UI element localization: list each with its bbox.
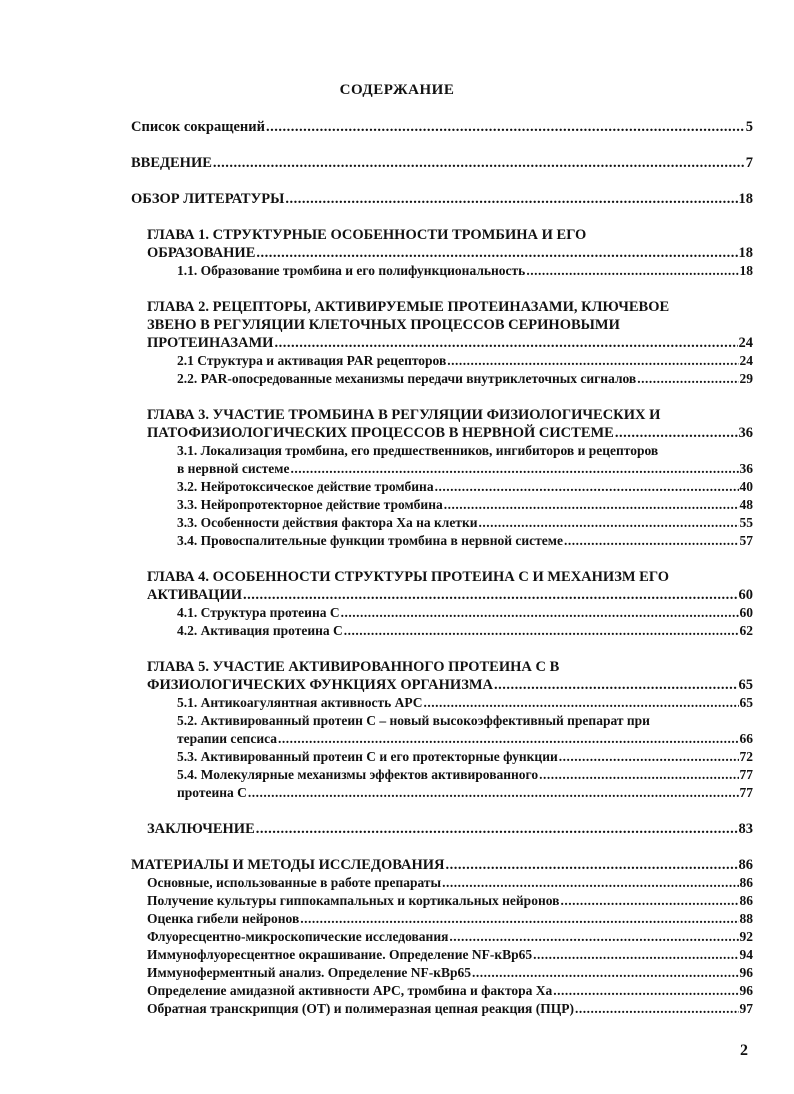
toc-entry-page: 40 xyxy=(739,479,753,494)
toc-entry-page: 83 xyxy=(738,821,753,837)
toc-entry-page: 36 xyxy=(738,425,753,441)
leader-dots xyxy=(266,118,745,136)
toc-entry-label: Основные, использованные в работе препараты xyxy=(147,875,442,890)
leader-dots xyxy=(449,928,738,946)
toc-entry xyxy=(131,154,753,172)
toc-entry xyxy=(177,370,753,388)
toc-entry-label: Определение амидазной активности АРС, тромбина и фактора Ха xyxy=(147,983,553,998)
leader-dots xyxy=(444,496,739,514)
toc-entry-page: 36 xyxy=(739,461,753,476)
leader-dots xyxy=(533,946,738,964)
leader-dots xyxy=(285,190,737,208)
toc-chapter-3 xyxy=(147,406,753,442)
toc-entry-label: в нервной системе xyxy=(177,461,290,476)
leader-dots xyxy=(213,154,745,172)
leader-dots xyxy=(615,424,738,442)
toc-entry xyxy=(147,928,753,946)
toc-entry-page: 66 xyxy=(739,731,753,746)
leader-dots xyxy=(274,334,737,352)
toc-entry xyxy=(147,946,753,964)
toc-entry xyxy=(177,766,753,784)
toc-title: СОДЕРЖАНИЕ xyxy=(339,82,455,98)
toc-entry-page: 77 xyxy=(739,785,753,800)
toc-entry-label-line: 3.1. Локализация тромбина, его предшественников, ингибиторов и рецепторов xyxy=(177,443,659,458)
toc-entry xyxy=(177,748,753,766)
toc-entry-page: 24 xyxy=(738,335,753,351)
leader-dots xyxy=(278,730,738,748)
toc-entry-label: АКТИВАЦИИ xyxy=(147,587,243,603)
toc-entry-page: 18 xyxy=(739,263,753,278)
leader-dots xyxy=(472,964,739,982)
toc-entry-page: 7 xyxy=(745,155,753,171)
toc-entry xyxy=(131,856,753,874)
toc-entry-label-line: ГЛАВА 4. ОСОБЕННОСТИ СТРУКТУРЫ ПРОТЕИНА С И МЕХАНИЗМ ЕГО xyxy=(147,569,669,585)
leader-dots xyxy=(553,982,738,1000)
toc-entry-page: 92 xyxy=(739,929,753,944)
toc-entry-label: 5.4. Молекулярные механизмы эффектов активированного xyxy=(177,767,539,782)
toc-entry-page: 5 xyxy=(745,119,753,135)
toc-entry-page: 86 xyxy=(739,893,753,908)
toc-entry-label-line: ЗВЕНО В РЕГУЛЯЦИИ КЛЕТОЧНЫХ ПРОЦЕССОВ СЕРИНОВЫМИ xyxy=(147,317,620,333)
toc-entry xyxy=(177,262,753,280)
toc-entry xyxy=(147,892,753,910)
toc-entry xyxy=(147,820,753,838)
leader-dots xyxy=(526,262,738,280)
toc-entry-label: 1.1. Образование тромбина и его полифункциональность xyxy=(177,263,526,278)
toc-entry-label: Иммуноферментный анализ. Определение NF-кВр65 xyxy=(147,965,471,980)
toc-entry-label: терапии сепсиса xyxy=(177,731,278,746)
toc-chapter-4 xyxy=(147,568,753,604)
toc-entry-page: 96 xyxy=(739,983,753,998)
toc-entry-label: Флуоресцентно-микроскопические исследования xyxy=(147,929,449,944)
toc-entry xyxy=(177,784,753,802)
toc-entry-page: 96 xyxy=(739,965,753,980)
leader-dots xyxy=(559,748,739,766)
toc-entry-page: 77 xyxy=(739,767,753,782)
toc-entry xyxy=(177,694,753,712)
toc-chapter-1 xyxy=(147,226,753,262)
leader-dots xyxy=(248,784,739,802)
toc-entry xyxy=(177,514,753,532)
toc-entry-label-line: ГЛАВА 3. УЧАСТИЕ ТРОМБИНА В РЕГУЛЯЦИИ ФИЗИОЛОГИЧЕСКИХ И xyxy=(147,407,661,423)
toc-entry-label: 3.4. Провоспалительные функции тромбина в нервной системе xyxy=(177,533,563,548)
toc-entry-label: 4.2. Активация протеина С xyxy=(177,623,343,638)
toc-entry-label: 3.3. Нейропротекторное действие тромбина xyxy=(177,497,443,512)
toc-entry-label-line: 5.2. Активированный протеин С – новый высокоэффективный препарат при xyxy=(177,713,650,728)
leader-dots xyxy=(256,820,738,838)
toc-entry-label: ФИЗИОЛОГИЧЕСКИХ ФУНКЦИЯХ ОРГАНИЗМА xyxy=(147,677,494,693)
leader-dots xyxy=(564,532,739,550)
toc-entry-label: 5.3. Активированный протеин С и его протекторные функции xyxy=(177,749,558,764)
toc-entry-page: 62 xyxy=(739,623,753,638)
toc-entry-label: 5.1. Антикоагулянтная активность АРС xyxy=(177,695,423,710)
toc-entry-label: 3.2. Нейротоксическое действие тромбина xyxy=(177,479,434,494)
toc-entry-label-line: ГЛАВА 1. СТРУКТУРНЫЕ ОСОБЕННОСТИ ТРОМБИНА И ЕГО xyxy=(147,227,587,243)
leader-dots xyxy=(447,352,738,370)
leader-dots xyxy=(560,892,738,910)
toc-entry xyxy=(177,712,753,748)
toc-entry-label-line: ГЛАВА 5. УЧАСТИЕ АКТИВИРОВАННОГО ПРОТЕИНА С В xyxy=(147,659,560,675)
table-of-contents xyxy=(131,118,753,1018)
toc-entry xyxy=(147,964,753,982)
leader-dots xyxy=(446,856,738,874)
toc-entry xyxy=(177,352,753,370)
toc-entry-label: Обратная транскрипция (ОТ) и полимеразная цепная реакция (ПЦР) xyxy=(147,1001,574,1016)
leader-dots xyxy=(442,874,738,892)
leader-dots xyxy=(575,1000,739,1018)
toc-entry-label: Оценка гибели нейронов xyxy=(147,911,300,926)
toc-entry-label: 2.2. PAR-опосредованные механизмы передачи внутриклеточных сигналов xyxy=(177,371,637,386)
leader-dots xyxy=(341,604,739,622)
toc-entry xyxy=(147,1000,753,1018)
toc-entry xyxy=(177,442,753,478)
toc-entry xyxy=(177,478,753,496)
toc-entry xyxy=(177,532,753,550)
toc-entry-label: ОБЗОР ЛИТЕРАТУРЫ xyxy=(131,191,285,207)
toc-entry-page: 29 xyxy=(739,371,753,386)
toc-entry xyxy=(131,118,753,136)
toc-entry-label: Иммунофлуоресцентное окрашивание. Определение NF-кВр65 xyxy=(147,947,533,962)
toc-entry xyxy=(147,982,753,1000)
toc-entry xyxy=(147,874,753,892)
toc-entry xyxy=(177,604,753,622)
leader-dots xyxy=(637,370,738,388)
leader-dots xyxy=(243,586,737,604)
toc-entry-page: 88 xyxy=(739,911,753,926)
toc-entry-page: 94 xyxy=(739,947,753,962)
toc-entry-label: ПРОТЕИНАЗАМИ xyxy=(147,335,274,351)
toc-entry-page: 97 xyxy=(739,1001,753,1016)
toc-entry xyxy=(131,190,753,208)
toc-entry-page: 65 xyxy=(738,677,753,693)
toc-entry-page: 65 xyxy=(739,695,753,710)
toc-entry xyxy=(177,622,753,640)
toc-entry-label: ОБРАЗОВАНИЕ xyxy=(147,245,256,261)
toc-entry-page: 24 xyxy=(739,353,753,368)
leader-dots xyxy=(539,766,738,784)
toc-entry-label-line: ГЛАВА 2. РЕЦЕПТОРЫ, АКТИВИРУЕМЫЕ ПРОТЕИНАЗАМИ, КЛЮЧЕВОЕ xyxy=(147,299,670,315)
toc-entry xyxy=(177,496,753,514)
toc-entry-label: 4.1. Структура протеина С xyxy=(177,605,340,620)
toc-entry-label: Список сокращений xyxy=(131,119,265,135)
toc-entry-page: 55 xyxy=(739,515,753,530)
toc-entry-page: 60 xyxy=(738,587,753,603)
leader-dots xyxy=(494,676,737,694)
page-number: 2 xyxy=(740,1042,748,1059)
leader-dots xyxy=(435,478,739,496)
toc-entry-page: 57 xyxy=(739,533,753,548)
toc-entry-label: Получение культуры гиппокампальных и кортикальных нейронов xyxy=(147,893,560,908)
toc-chapter-2 xyxy=(147,298,753,352)
leader-dots xyxy=(344,622,739,640)
toc-entry-page: 18 xyxy=(738,245,753,261)
leader-dots xyxy=(479,514,739,532)
toc-entry-label: протеина С xyxy=(177,785,247,800)
toc-entry-page: 72 xyxy=(739,749,753,764)
toc-entry-label: ВВЕДЕНИЕ xyxy=(131,155,212,171)
leader-dots xyxy=(291,460,739,478)
toc-entry-page: 48 xyxy=(739,497,753,512)
toc-entry-label: 2.1 Структура и активация PAR рецепторов xyxy=(177,353,447,368)
toc-entry-label: ЗАКЛЮЧЕНИЕ xyxy=(147,821,255,837)
leader-dots xyxy=(300,910,738,928)
toc-entry-page: 86 xyxy=(738,857,753,873)
toc-entry-page: 18 xyxy=(738,191,753,207)
toc-entry-label: МАТЕРИАЛЫ И МЕТОДЫ ИССЛЕДОВАНИЯ xyxy=(131,857,445,873)
leader-dots xyxy=(256,244,737,262)
toc-entry xyxy=(147,910,753,928)
toc-chapter-5 xyxy=(147,658,753,694)
leader-dots xyxy=(424,694,739,712)
toc-entry-label: ПАТОФИЗИОЛОГИЧЕСКИХ ПРОЦЕССОВ В НЕРВНОЙ СИСТЕМЕ xyxy=(147,425,614,441)
toc-entry-label: 3.3. Особенности действия фактора Ха на клетки xyxy=(177,515,478,530)
toc-entry-page: 86 xyxy=(739,875,753,890)
toc-entry-page: 60 xyxy=(739,605,753,620)
